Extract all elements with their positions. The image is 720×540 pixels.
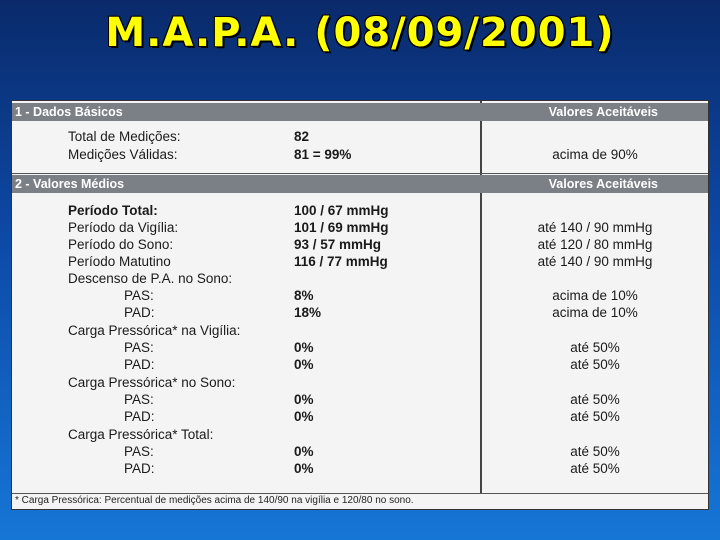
table-row [12, 374, 708, 391]
row-ref: até 50% [570, 392, 620, 407]
row-label: Período Matutino [68, 254, 171, 269]
row-label: PAD: [124, 305, 155, 320]
table-row [12, 236, 708, 253]
table-row [12, 270, 708, 287]
row-value: 100 / 67 mmHg [294, 203, 389, 218]
row-label: Período da Vigília: [68, 220, 179, 235]
table-row [12, 287, 708, 304]
row-label: Descenso de P.A. no Sono: [68, 271, 233, 286]
row-label: PAD: [124, 461, 155, 476]
report-document [11, 100, 709, 510]
table-row [12, 426, 708, 443]
row-ref: acima de 90% [552, 147, 638, 162]
row-label: PAS: [124, 444, 154, 459]
row-label: Carga Pressórica* no Sono: [68, 375, 236, 390]
row-value: 18% [294, 305, 322, 320]
row-ref: até 140 / 90 mmHg [537, 220, 653, 235]
row-label: Carga Pressórica* na Vigília: [68, 323, 241, 338]
row-value: 0% [294, 461, 314, 476]
row-ref: até 140 / 90 mmHg [537, 254, 653, 269]
table-row [12, 128, 708, 145]
footnote: * Carga Pressórica: Percentual de medições acima de 140/90 na vigília e 120/80 no sono. [15, 495, 414, 506]
table-row [12, 408, 708, 425]
row-value: 0% [294, 357, 314, 372]
table-row [12, 202, 708, 219]
row-value: 81 = 99% [294, 147, 352, 162]
row-label: PAS: [124, 340, 154, 355]
section-1-title: 1 - Dados Básicos [15, 105, 123, 119]
row-value: 0% [294, 340, 314, 355]
section-2-title: 2 - Valores Médios [15, 177, 125, 191]
row-value: 116 / 77 mmHg [294, 254, 388, 269]
table-row [12, 322, 708, 339]
section-divider [12, 173, 708, 174]
row-value: 0% [294, 392, 314, 407]
table-row [12, 304, 708, 321]
table-row [12, 219, 708, 236]
section-1-header [12, 103, 708, 121]
row-value: 82 [294, 129, 310, 144]
row-label: PAD: [124, 357, 155, 372]
section-2-ref-title: Valores Aceitáveis [548, 177, 658, 191]
row-label: Total de Medições: [68, 129, 181, 144]
table-row [12, 253, 708, 270]
row-label: PAD: [124, 409, 155, 424]
section-2-header [12, 175, 708, 193]
row-label: PAS: [124, 392, 154, 407]
row-value: 93 / 57 mmHg [294, 237, 382, 252]
row-value: 0% [294, 444, 314, 459]
row-label: Carga Pressórica* Total: [68, 427, 214, 442]
table-row [12, 339, 708, 356]
row-ref: até 50% [570, 340, 620, 355]
row-label: PAS: [124, 288, 154, 303]
section-1-ref-title: Valores Aceitáveis [548, 105, 658, 119]
row-value: 0% [294, 409, 314, 424]
row-ref: até 50% [570, 409, 620, 424]
row-ref: até 120 / 80 mmHg [537, 237, 653, 252]
row-ref: até 50% [570, 461, 620, 476]
row-label: Medições Válidas: [68, 147, 178, 162]
footnote-divider [12, 493, 708, 494]
row-ref: até 50% [570, 444, 620, 459]
page-title: M.A.P.A. (08/09/2001) [105, 10, 615, 56]
table-row [12, 146, 708, 163]
table-row [12, 391, 708, 408]
row-ref: até 50% [570, 357, 620, 372]
row-label: Período Total: [68, 203, 158, 218]
row-value: 8% [294, 288, 314, 303]
row-value: 101 / 69 mmHg [294, 220, 389, 235]
row-label: Período do Sono: [68, 237, 174, 252]
table-row [12, 443, 708, 460]
row-ref: acima de 10% [552, 288, 638, 303]
table-row [12, 356, 708, 373]
table-row [12, 460, 708, 477]
row-ref: acima de 10% [552, 305, 638, 320]
